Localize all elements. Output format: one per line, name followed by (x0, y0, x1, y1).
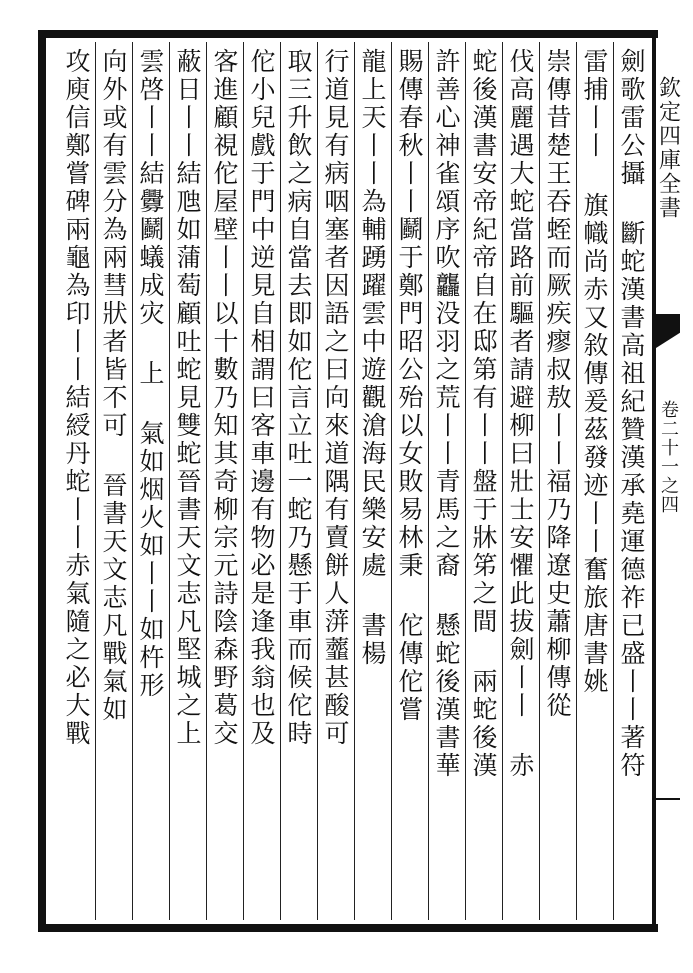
text-column: 賜傳春秋丨丨鬬于鄭門昭公殆以女敗易林秉 佗傳佗嘗 (391, 42, 428, 920)
frame-left-border (38, 30, 46, 932)
book-title: 欽定四庫全書 (655, 76, 681, 220)
frame-bottom-border (38, 924, 658, 932)
text-column: 攻庾信鄭嘗碑兩龜為印丨丨結綬丹蛇丨丨赤氣隨之必大戰 (62, 48, 91, 748)
text-column: 雷捕丨丨 旗幟尚赤又敘傳爰茲發迹丨丨奮旅唐書姚 (576, 42, 613, 920)
text-column: 佗小兒戲于門中逆見自相謂曰客車邊有物必是逢我翁也及 (243, 42, 280, 920)
text-column: 劍歌雷公攝 斷蛇漢書高祖紀贊漢承堯運德祚已盛丨丨著符 (613, 42, 650, 920)
text-column: 崇傳昔楚王吞蛭而厥疾瘳叔敖丨丨福乃降遼史蕭柳傳從 (539, 42, 576, 920)
book-page (38, 30, 680, 932)
text-column: 向外或有雲分為兩彗狀者皆不可 晉書天文志凡戰氣如 (95, 42, 132, 920)
fishtail-mark (656, 314, 680, 348)
text-column: 蔽日丨丨結虺如蒲萄顧吐蛇見雙蛇晉書天文志凡堅城之上 (169, 42, 206, 920)
text-column: 取三升飲之病自當去即如佗言立吐一蛇乃懸于車而候佗時 (280, 42, 317, 920)
text-columns (48, 42, 650, 920)
fold-margin (656, 38, 680, 924)
text-column: 蛇後漢書安帝紀帝自在邸第有丨丨盤于牀笫之間 兩蛇後漢 (465, 42, 502, 920)
fold-divider (656, 798, 680, 800)
volume-label: 卷二十一之四 (658, 400, 679, 514)
text-column: 行道見有病咽塞者因語之曰向來道隅有賣餅人蓱虀甚酸可 (317, 42, 354, 920)
text-column: 龍上天丨丨為輔踴躍雲中遊觀滄海民樂安處 書楊 (354, 42, 391, 920)
text-column: 許善心神雀頌序吹龘没羽之荒丨丨青馬之裔 懸蛇後漢書華 (428, 42, 465, 920)
text-column: 客進顧視佗屋壁丨丨以十數乃知其奇柳宗元詩陰森野葛交 (206, 42, 243, 920)
text-column: 雲啓丨丨結釁鬬蟻成灾 上 氣如烟火如丨丨如杵形 (132, 42, 169, 920)
text-column: 伐高麗遇大蛇當路前驅者請避柳曰壯士安懼此拔劍丨丨 赤 (502, 42, 539, 920)
frame-top-border (38, 30, 658, 38)
